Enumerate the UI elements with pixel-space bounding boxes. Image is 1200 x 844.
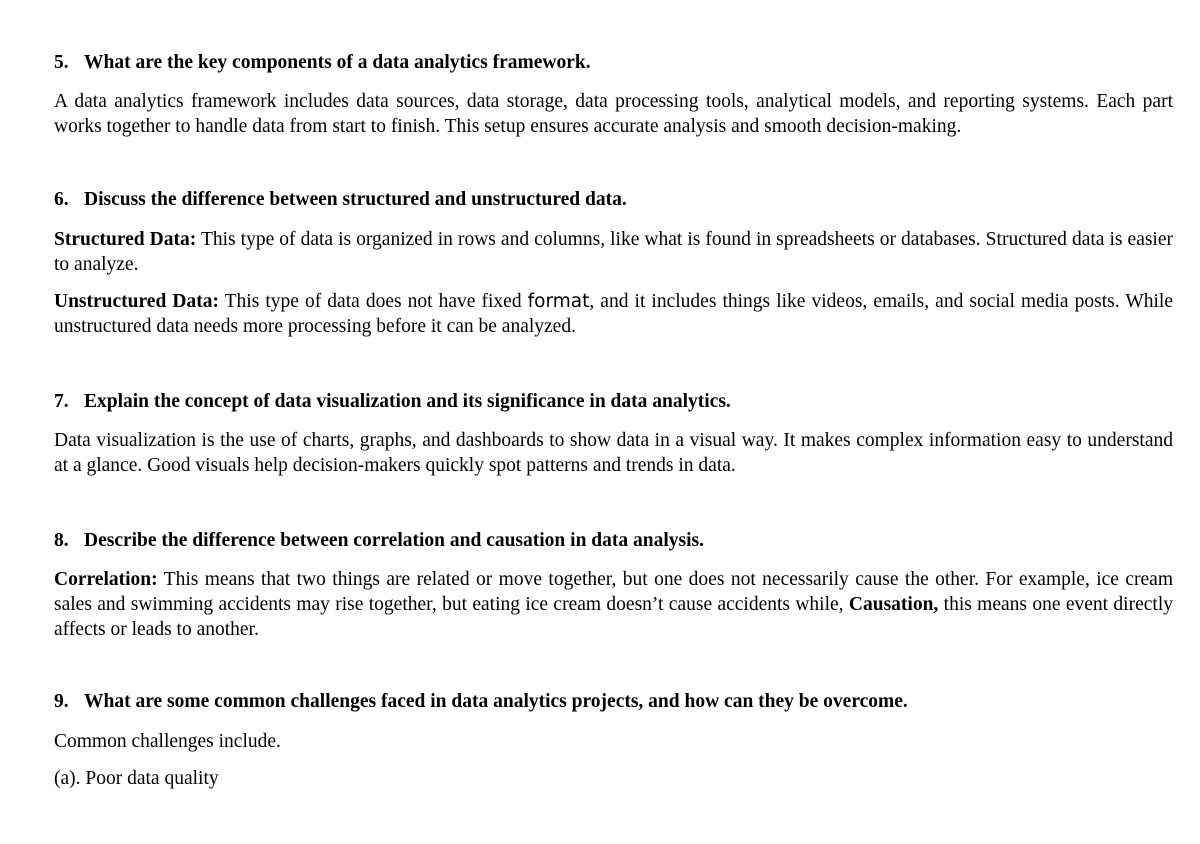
answer-paragraph: A data analytics framework includes data sources, data storage, data processing tools, analytical models, and reporting systems. Each part works together to handle data from start to finish. This setup ensures accurate analysis and smooth decision-making. <box>54 91 1173 137</box>
question-title: What are the key components of a data analytics framework. <box>84 52 591 73</box>
term-label: Unstructured Data: <box>54 291 219 312</box>
question-heading-8 <box>54 529 1173 553</box>
question-number: 6. <box>54 189 69 210</box>
term-label: Correlation: <box>54 569 158 590</box>
unstructured-data-paragraph <box>54 289 1173 339</box>
format-word: format <box>527 291 590 312</box>
question-number: 7. <box>54 391 69 412</box>
term-label: Structured Data: <box>54 229 197 250</box>
term-definition-start: This type of data does not have fixed <box>218 291 528 312</box>
term-definition-end: this means one event directly affects or leads to another. <box>54 594 1173 640</box>
question-title: Describe the difference between correlation and causation in data analysis. <box>84 530 704 551</box>
term-definition-start: This means that two things are related or move together, but one does not necessarily cause the other. For example, ice cream sales and swimming accidents may rise together, but eating ice cream doesn’t cause accidents while, <box>54 569 1173 615</box>
question-heading-5 <box>54 51 1173 75</box>
structured-data-paragraph <box>54 227 1173 277</box>
causation-label: Causation, <box>848 594 939 615</box>
question-heading-6 <box>54 188 1173 212</box>
question-title: What are some common challenges faced in data analytics projects, and how can they be overcome. <box>84 691 908 712</box>
question-title: Discuss the difference between structured and unstructured data. <box>84 189 627 210</box>
term-definition: This type of data is organized in rows and columns, like what is found in spreadsheets or databases. Structured data is easier to analyze. <box>54 229 1173 275</box>
list-item: (a). Poor data quality <box>54 768 219 789</box>
question-number: 5. <box>54 52 69 73</box>
question-heading-7 <box>54 390 1173 414</box>
question-title: Explain the concept of data visualization and its significance in data analytics. <box>84 391 731 412</box>
answer-paragraph: Data visualization is the use of charts, graphs, and dashboards to show data in a visual way. It makes complex information easy to understand at a glance. Good visuals help decision-makers quickly spot patterns and trends in data. <box>54 430 1173 476</box>
answer-paragraph: Common challenges include. <box>54 731 281 752</box>
question-heading-9 <box>54 690 1173 714</box>
term-definition-end: , and it includes things like videos, emails, and social media posts. While unstructured data needs more processing before it can be analyzed. <box>54 291 1173 337</box>
question-number: 9. <box>54 691 69 712</box>
correlation-paragraph <box>54 567 1173 642</box>
question-number: 8. <box>54 530 69 551</box>
